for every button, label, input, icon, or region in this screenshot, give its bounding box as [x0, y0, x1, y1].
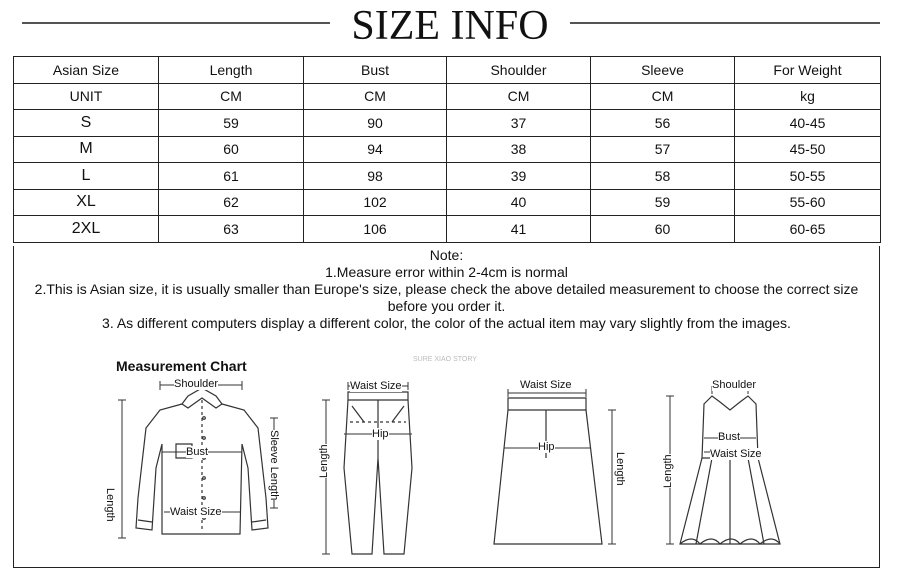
- shirt-shoulder-label: Shoulder: [174, 378, 219, 390]
- table-row: [14, 136, 881, 163]
- table-cell: 45-50: [735, 136, 881, 163]
- table-cell: 59: [159, 110, 304, 137]
- table-row: [14, 189, 881, 216]
- unit-cell: kg: [735, 83, 881, 110]
- table-cell: 40-45: [735, 110, 881, 137]
- table-cell: 60-65: [735, 216, 881, 243]
- shirt-waist-label: Waist Size: [170, 506, 222, 518]
- table-cell: 102: [304, 189, 447, 216]
- column-header: Length: [159, 57, 304, 84]
- skirt-drawing: [494, 389, 616, 544]
- table-cell: 38: [447, 136, 591, 163]
- size-name: M: [14, 136, 159, 163]
- shirt-length-label: Length: [104, 488, 116, 522]
- table-cell: 56: [591, 110, 735, 137]
- size-name: 2XL: [14, 216, 159, 243]
- column-header: Sleeve: [591, 57, 735, 84]
- header-rule-right: [570, 22, 880, 24]
- unit-cell: CM: [447, 83, 591, 110]
- size-name: XL: [14, 189, 159, 216]
- table-row: [14, 110, 881, 137]
- table-cell: 59: [591, 189, 735, 216]
- pants-length-label: Length: [318, 444, 330, 478]
- pants-drawing: [322, 382, 412, 554]
- table-cell: 37: [447, 110, 591, 137]
- pants-hip-label: Hip: [372, 428, 389, 440]
- watermark: SURE XIAO STORY: [413, 356, 477, 363]
- size-table: [13, 56, 881, 243]
- skirt-length-label: Length: [614, 452, 626, 486]
- column-header: Asian Size: [14, 57, 159, 84]
- table-header-row: [14, 57, 881, 84]
- size-name: S: [14, 110, 159, 137]
- table-cell: 90: [304, 110, 447, 137]
- table-cell: 63: [159, 216, 304, 243]
- size-name: L: [14, 163, 159, 190]
- table-cell: 40: [447, 189, 591, 216]
- table-cell: 106: [304, 216, 447, 243]
- table-cell: 57: [591, 136, 735, 163]
- column-header: For Weight: [735, 57, 881, 84]
- note-line: before you order it.: [387, 298, 506, 314]
- measurement-chart: [100, 348, 800, 563]
- table-cell: 50-55: [735, 163, 881, 190]
- dress-drawing: [666, 386, 780, 544]
- table-row: [14, 216, 881, 243]
- table-cell: 60: [159, 136, 304, 163]
- notes-title: Note:: [429, 247, 464, 263]
- skirt-waist-label: Waist Size: [520, 379, 572, 391]
- header: [0, 0, 902, 50]
- shirt-bust-label: Bust: [186, 446, 209, 458]
- table-row: [14, 163, 881, 190]
- table-cell: 98: [304, 163, 447, 190]
- table-cell: 39: [447, 163, 591, 190]
- table-cell: 41: [447, 216, 591, 243]
- table-cell: 58: [591, 163, 735, 190]
- unit-cell: CM: [304, 83, 447, 110]
- unit-cell: CM: [159, 83, 304, 110]
- dress-shoulder-label: Shoulder: [712, 379, 757, 391]
- note-line: 1.Measure error within 2-4cm is normal: [325, 264, 568, 280]
- note-line: 3. As different computers display a different color, the color of the actual item may vary slightly from the images.: [102, 315, 791, 331]
- chart-title: Measurement Chart: [116, 358, 247, 374]
- pants-waist-label: Waist Size: [350, 380, 402, 392]
- dress-length-label: Length: [662, 454, 674, 488]
- table-cell: 62: [159, 189, 304, 216]
- note-line: 2.This is Asian size, it is usually smaller than Europe's size, please check the above detailed measurement to choose the correct size: [34, 281, 859, 297]
- skirt-hip-label: Hip: [538, 441, 555, 453]
- shirt-sleeve-label: Sleeve Length: [268, 430, 280, 501]
- page-title: SIZE INFO: [351, 3, 549, 49]
- unit-cell: UNIT: [14, 83, 159, 110]
- table-cell: 60: [591, 216, 735, 243]
- unit-row: [14, 83, 881, 110]
- unit-cell: CM: [591, 83, 735, 110]
- column-header: Bust: [304, 57, 447, 84]
- header-rule-left: [22, 22, 330, 24]
- table-cell: 55-60: [735, 189, 881, 216]
- dress-bust-label: Bust: [718, 431, 741, 443]
- column-header: Shoulder: [447, 57, 591, 84]
- dress-waist-label: Waist Size: [710, 448, 762, 460]
- table-cell: 61: [159, 163, 304, 190]
- table-cell: 94: [304, 136, 447, 163]
